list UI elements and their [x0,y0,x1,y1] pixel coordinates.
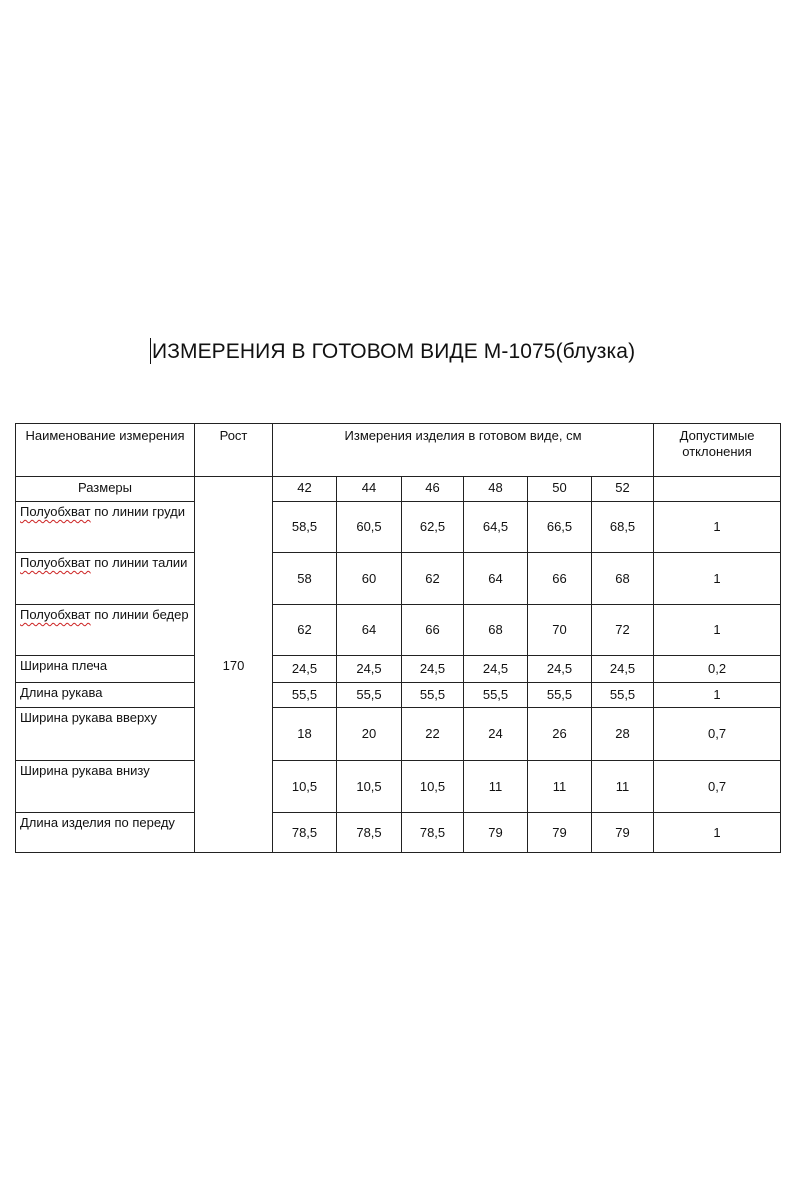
value-cell: 24,5 [337,656,402,683]
tolerance-cell: 0,2 [654,656,781,683]
size-cell: 50 [528,477,592,502]
value-cell: 24,5 [528,656,592,683]
value-cell: 10,5 [273,761,337,813]
value-cell: 55,5 [337,683,402,708]
value-cell: 78,5 [402,813,464,853]
value-cell: 10,5 [337,761,402,813]
tolerance-cell: 1 [654,502,781,553]
page-title [150,338,710,364]
value-cell: 68 [592,553,654,605]
row-name-text: Ширина рукава вверху [20,710,158,725]
value-cell: 78,5 [337,813,402,853]
table-row [16,605,781,656]
tolerance-cell: 0,7 [654,761,781,813]
size-cell: 42 [273,477,337,502]
value-cell: 28 [592,708,654,761]
value-cell: 79 [528,813,592,853]
table-row [16,502,781,553]
value-cell: 55,5 [528,683,592,708]
row-name [16,605,195,656]
value-cell: 55,5 [273,683,337,708]
value-cell: 11 [464,761,528,813]
row-name-text: Ширина рукава внизу [20,763,150,778]
value-cell: 55,5 [464,683,528,708]
value-cell: 60 [337,553,402,605]
value-cell: 11 [528,761,592,813]
value-cell: 58 [273,553,337,605]
row-name-text: по линии бедер [90,607,189,622]
value-cell: 55,5 [592,683,654,708]
size-cell: 48 [464,477,528,502]
row-name [16,502,195,553]
header-measurements: Измерения изделия в готовом виде, см [273,424,654,477]
value-cell: 24,5 [273,656,337,683]
value-cell: 24 [464,708,528,761]
tolerance-cell: 1 [654,553,781,605]
value-cell: 60,5 [337,502,402,553]
row-name-text: Длина изделия по переду [20,815,175,830]
text-cursor [150,338,151,364]
value-cell: 55,5 [402,683,464,708]
row-name [16,683,195,708]
header-name: Наименование измерения [16,424,195,477]
title-text: ИЗМЕРЕНИЯ В ГОТОВОМ ВИДЕ М-1075(блузка) [152,340,636,363]
row-name [16,553,195,605]
value-cell: 26 [528,708,592,761]
value-cell: 24,5 [464,656,528,683]
value-cell: 68 [464,605,528,656]
size-cell: 52 [592,477,654,502]
value-cell: 70 [528,605,592,656]
value-cell: 64 [464,553,528,605]
table-row [16,761,781,813]
value-cell: 72 [592,605,654,656]
table-row [16,656,781,683]
value-cell: 24,5 [592,656,654,683]
value-cell: 62,5 [402,502,464,553]
tolerance-cell: 0,7 [654,708,781,761]
sizes-row [16,477,781,502]
value-cell: 66 [528,553,592,605]
value-cell: 79 [592,813,654,853]
header-tolerance: Допустимые отклонения [654,424,781,477]
row-name [16,813,195,853]
size-cell: 46 [402,477,464,502]
value-cell: 64,5 [464,502,528,553]
value-cell: 18 [273,708,337,761]
header-growth: Рост [195,424,273,477]
row-name-text: Ширина плеча [20,658,108,673]
tolerance-cell: 1 [654,813,781,853]
value-cell: 22 [402,708,464,761]
value-cell: 78,5 [273,813,337,853]
growth-value: 170 [195,477,273,853]
row-name-text: по линии груди [90,504,186,519]
row-name-text: по линии талии [90,555,188,570]
value-cell: 66,5 [528,502,592,553]
table-row [16,813,781,853]
table-row [16,708,781,761]
value-cell: 11 [592,761,654,813]
tolerance-cell: 1 [654,605,781,656]
value-cell: 24,5 [402,656,464,683]
value-cell: 10,5 [402,761,464,813]
row-name [16,656,195,683]
value-cell: 58,5 [273,502,337,553]
value-cell: 64 [337,605,402,656]
size-tolerance-empty [654,477,781,502]
value-cell: 66 [402,605,464,656]
value-cell: 68,5 [592,502,654,553]
row-name [16,708,195,761]
row-name [16,761,195,813]
value-cell: 62 [402,553,464,605]
header-row [16,424,781,477]
table-row [16,683,781,708]
spellcheck-word: Полуобхват [20,504,91,519]
value-cell: 20 [337,708,402,761]
spellcheck-word: Полуобхват [20,555,91,570]
sizes-label: Размеры [16,477,195,502]
spellcheck-word: Полуобхват [20,607,91,622]
tolerance-cell: 1 [654,683,781,708]
row-name-text: Длина рукава [20,685,103,700]
measurements-table [15,423,781,853]
size-cell: 44 [337,477,402,502]
value-cell: 62 [273,605,337,656]
table-row [16,553,781,605]
value-cell: 79 [464,813,528,853]
